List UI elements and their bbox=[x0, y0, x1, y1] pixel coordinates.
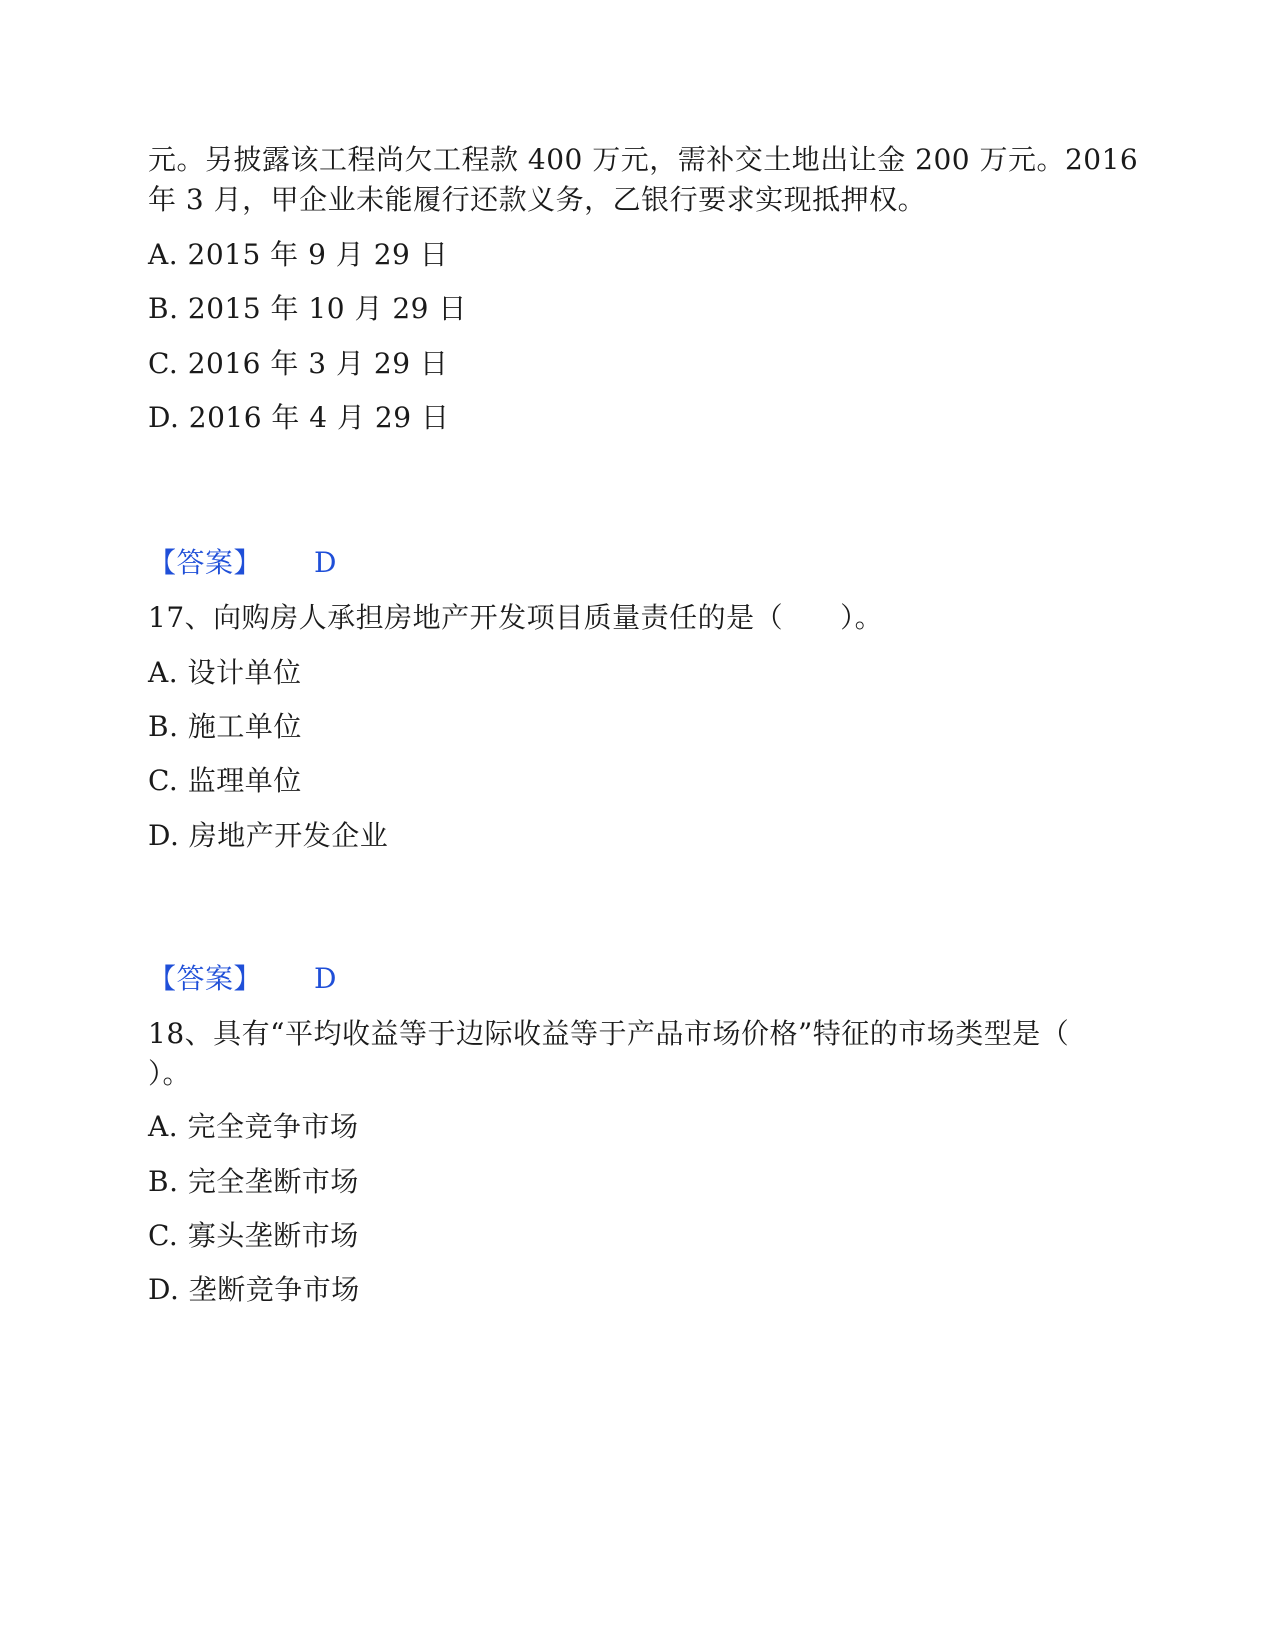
q16-stem-line1: 元。另披露该工程尚欠工程款 400 万元，需补交土地出让金 200 万元。2016 bbox=[148, 143, 1139, 176]
q18-option-c: C. 寡头垄断市场 bbox=[148, 1219, 359, 1252]
q18-option-a: A. 完全竞争市场 bbox=[148, 1110, 359, 1143]
q16-option-b: B. 2015 年 10 月 29 日 bbox=[148, 292, 467, 325]
q16-answer-label: 【答案】 bbox=[148, 546, 263, 579]
q18-option-b: B. 完全垄断市场 bbox=[148, 1165, 359, 1198]
q17-option-a: A. 设计单位 bbox=[148, 656, 302, 689]
q17-option-c: C. 监理单位 bbox=[148, 764, 302, 797]
q17-stem: 17、向购房人承担房地产开发项目质量责任的是（ ）。 bbox=[148, 601, 884, 634]
q18-stem-line2: ）。 bbox=[148, 1057, 192, 1090]
q16-stem-line2: 年 3 月，甲企业未能履行还款义务，乙银行要求实现抵押权。 bbox=[148, 183, 927, 216]
q16-option-c: C. 2016 年 3 月 29 日 bbox=[148, 347, 449, 380]
q17-answer-value: D bbox=[314, 962, 337, 995]
q18-option-d: D. 垄断竞争市场 bbox=[148, 1273, 360, 1306]
q17-answer-row bbox=[148, 962, 337, 996]
q16-option-a: A. 2015 年 9 月 29 日 bbox=[148, 238, 449, 271]
q17-option-d: D. 房地产开发企业 bbox=[148, 819, 389, 852]
q16-answer-row bbox=[148, 546, 337, 580]
q16-answer-value: D bbox=[314, 546, 337, 579]
q16-option-d: D. 2016 年 4 月 29 日 bbox=[148, 401, 450, 434]
q18-stem-line1: 18、具有“平均收益等于边际收益等于产品市场价格”特征的市场类型是（ bbox=[148, 1017, 1070, 1050]
q17-option-b: B. 施工单位 bbox=[148, 710, 302, 743]
document-page bbox=[148, 0, 1139, 1650]
q17-answer-label: 【答案】 bbox=[148, 962, 263, 995]
